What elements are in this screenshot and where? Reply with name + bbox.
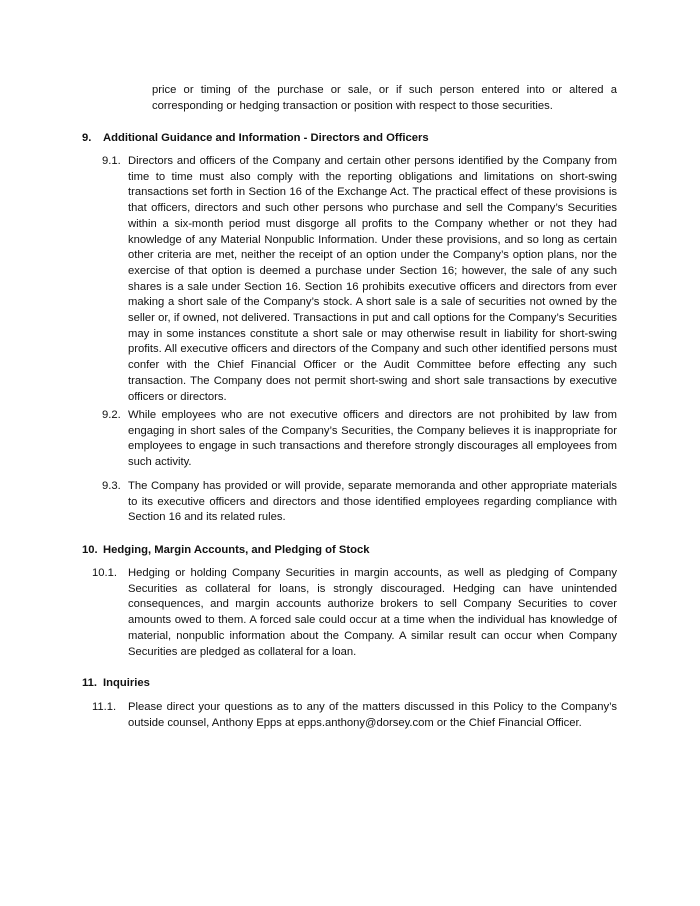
paragraph-number: 10.1. [92, 567, 118, 579]
section-title: Additional Guidance and Information - Directors and Officers [103, 132, 429, 144]
paragraph-text: While employees who are not executive officers and directors are not prohibited by law from engaging in short sales of the Company’s Securities, the Company believes it is inappropriate for employees to engage in such transactions and therefore strongly discourages all employees from such activity. [128, 409, 617, 469]
section-title: Hedging, Margin Accounts, and Pledging of Stock [103, 544, 370, 556]
paragraph-number: 9.3. [102, 480, 121, 492]
paragraph-10-1 [92, 566, 617, 660]
paragraph-9-1 [102, 154, 617, 405]
paragraph-text: Hedging or holding Company Securities in margin accounts, as well as pledging of Company Securities as collateral for loans, is strongly discouraged. Hedging can have unintended consequences, and margin accounts authorize brokers to sell Company Securities to cover amounts owed to them. A forced sale could occur at a time when the individual has knowledge of material, nonpublic information about the Company. A similar result can occur when Company Securities are pledged as collateral for a loan. [128, 567, 617, 658]
paragraph-11-1 [92, 700, 617, 731]
paragraph-number: 11.1. [92, 701, 117, 713]
section-10-heading [82, 543, 369, 559]
section-title: Inquiries [103, 677, 150, 689]
paragraph-text: The Company has provided or will provide, separate memoranda and other appropriate materials to its executive officers and directors and those identified employees regarding compliance with Section 16 and its related rules. [128, 480, 617, 524]
section-11-heading [82, 676, 150, 692]
paragraph-number: 9.1. [102, 155, 121, 167]
paragraph-text: Please direct your questions as to any of the matters discussed in this Policy to the Company’s outside counsel, Anthony Epps at epps.anthony@dorsey.com or the Chief Financial Officer. [128, 701, 617, 729]
paragraph-number: 9.2. [102, 409, 121, 421]
section-number: 9. [82, 132, 92, 144]
paragraph-9-2 [102, 408, 617, 471]
paragraph-9-3 [102, 479, 617, 526]
section-number: 11. [82, 677, 98, 689]
section-9-heading [82, 131, 429, 147]
section-number: 10. [82, 544, 98, 556]
continuation-paragraph: price or timing of the purchase or sale, or if such person entered into or altered a corresponding or hedging transaction or position with respect to those securities. [152, 84, 617, 112]
paragraph-text: Directors and officers of the Company and certain other persons identified by the Company from time to time must also comply with the reporting obligations and limitations on short-swing transactions set forth in Section 16 of the Exchange Act. The practical effect of these provisions is that officers, directors and such other persons who purchase and sell the Company’s Securities within a six-month period must disgorge all profits to the Company whether or not they had knowledge of any Material Nonpublic Information. Under these provisions, and so long as certain other criteria are met, neither the receipt of an option under the Company’s option plans, nor the exercise of that option is deemed a purchase under Section 16; however, the sale of any such shares is a sale under Section 16. Section 16 prohibits executive officers and directors from ever making a short sale of the Company’s stock. A short sale is a sale of securities not owned by the seller or, if owned, not delivered. Transactions in put and call options for the Company’s Securities may in some instances constitute a short sale or may otherwise result in liability for short-swing profits. All executive officers and directors of the Company and such other identified persons must confer with the Chief Financial Officer or the Audit Committee before effecting any such transaction. The Company does not permit short-swing and short sale transactions by executive officers or directors. [128, 155, 617, 403]
